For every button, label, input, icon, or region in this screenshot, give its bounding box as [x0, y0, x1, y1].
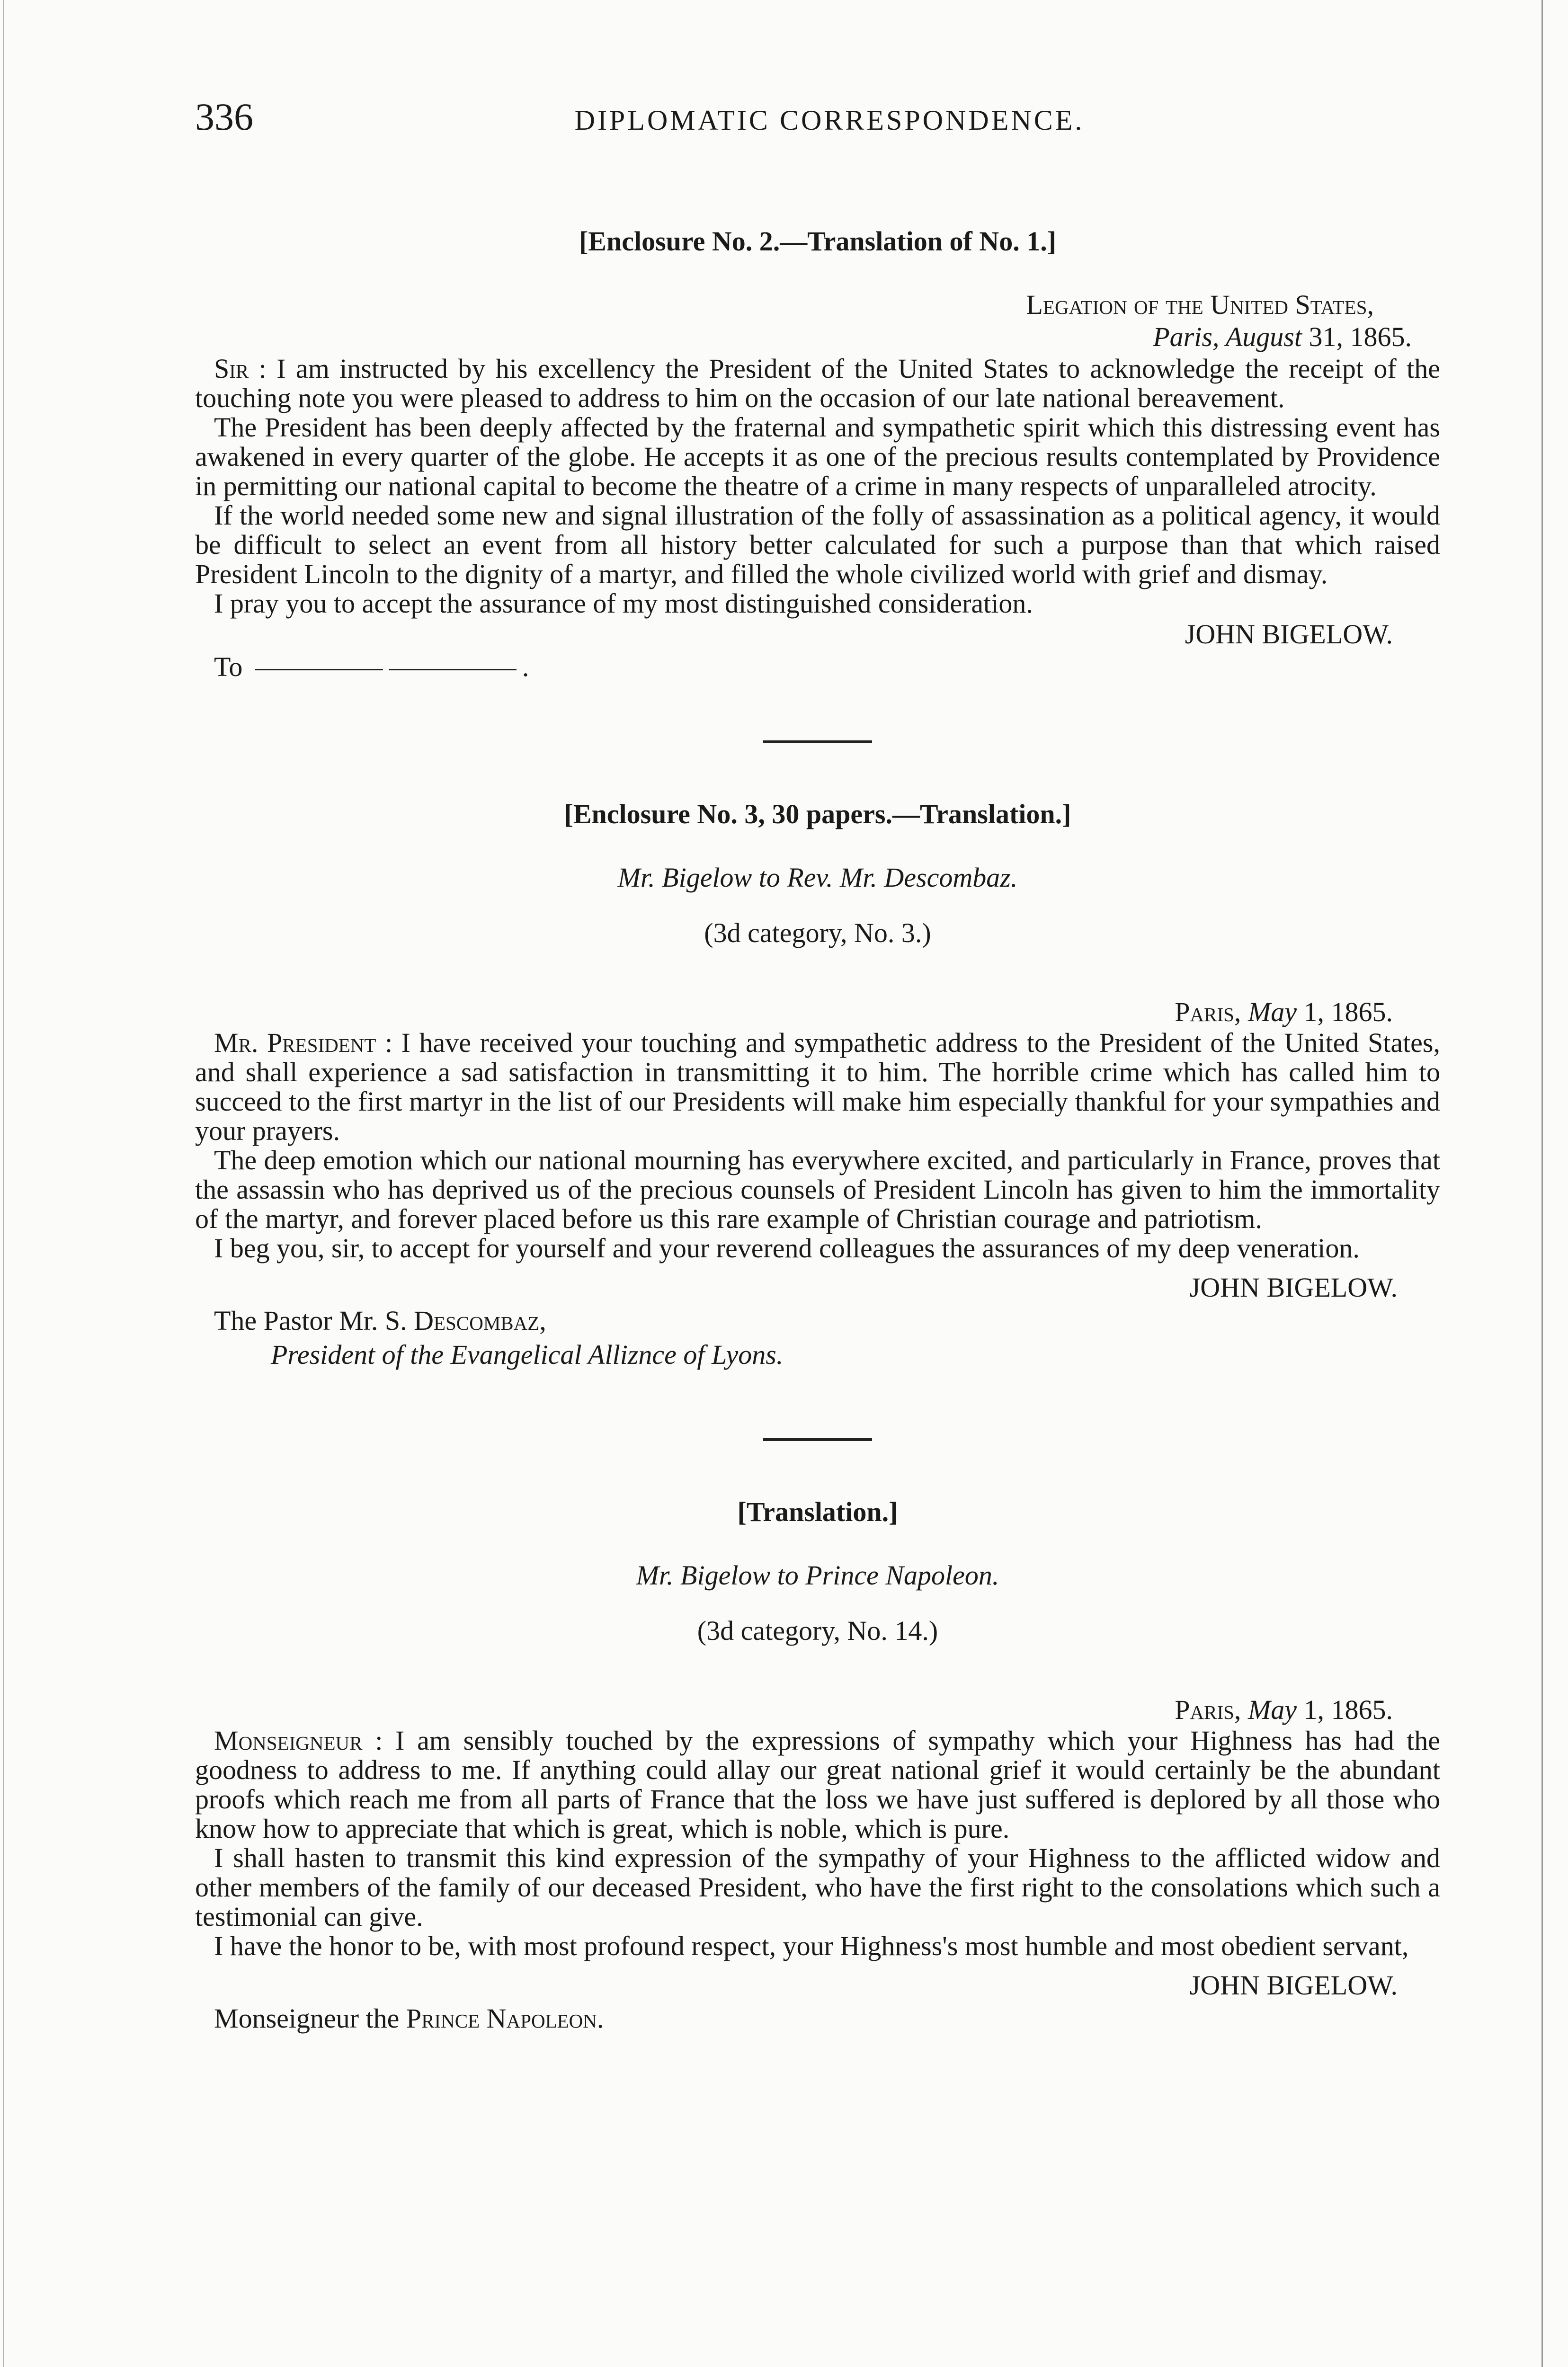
letter-paragraph: If the world needed some new and signal illustration of the folly of assassination as a political agency, it would be difficult to select an event from all history better calculated for such a purpose than that which raised President Lincoln to the dignity of a martyr, and filled the whole civilized world with grief and dismay.: [195, 500, 1440, 589]
blank-line: [389, 669, 517, 670]
letter-header: [195, 289, 1440, 353]
signature: JOHN BIGELOW.: [1189, 1970, 1398, 2001]
date-rest: 1, 1865.: [1297, 997, 1393, 1027]
to-end: .: [522, 651, 529, 682]
place-date-line: [195, 321, 1440, 353]
place-text: Paris,: [1175, 997, 1248, 1027]
page-number: 336: [195, 95, 253, 138]
date-month: May: [1247, 997, 1297, 1027]
napoleon-letter: [195, 1493, 1440, 2036]
letter-paragraph: I beg you, sir, to accept for yourself and your reverend colleagues the assurances of my deep veneration.: [214, 1233, 1360, 1264]
page-left-edge: [3, 0, 4, 2367]
paragraph-text: I am instructed by his excellency the President of the United States to acknowledge the receipt of the touching note you were pleased to address to him on the occasion of our late national bereavement.: [195, 353, 1440, 413]
running-title: DIPLOMATIC CORRESPONDENCE.: [574, 105, 1085, 136]
section-divider: [763, 1438, 872, 1441]
addressee-prefix: Monseigneur the: [214, 2003, 406, 2034]
enclosure-3-letter: [195, 795, 1440, 1372]
signature: JOHN BIGELOW.: [1189, 1272, 1398, 1303]
letter-paragraph: I shall hasten to transmit this kind expression of the sympathy of your Highness to the afflicted widow and other members of the family of our deceased President, who have the first right to the consolations which such a testimonial can give.: [195, 1842, 1440, 1932]
paragraph-text: I have received your touching and sympathetic address to the President of the United States, and shall experience a sad satisfaction in transmitting it to him. The horrible crime which has called him to succeed to the first martyr in the list of our Presidents will make him especially thankful for your sympathies and your prayers.: [195, 1027, 1440, 1146]
addressee: [195, 1304, 1440, 1338]
sender-line: Legation of the United States,: [1026, 289, 1374, 320]
addressee: [195, 2002, 1440, 2036]
enclosure-3-heading: [Enclosure No. 3, 30 papers.—Translation.]: [564, 799, 1071, 829]
letter-category: (3d category, No. 3.): [704, 917, 931, 948]
addressee-role: President of the Evangelical Alliznce of Lyons.: [271, 1339, 784, 1370]
place-date-line: [195, 996, 1440, 1028]
blank-line: [255, 669, 383, 670]
date-month: May: [1247, 1694, 1297, 1725]
place-text: Paris,: [1153, 321, 1226, 352]
addressee-prefix: The Pastor Mr. S.: [214, 1305, 414, 1336]
salutation: Mr. President :: [214, 1027, 393, 1058]
salutation: Sir :: [214, 353, 267, 384]
letter-paragraph: The President has been deeply affected by the fraternal and sympathetic spirit which this distressing event has awakened in every quarter of the globe. He accepts it as one of the precious results contemplated by Providence in permitting our national capital to become the theatre of a crime in many respects of unparalleled atrocity.: [195, 412, 1440, 501]
page-content: [195, 222, 1440, 2036]
to-label: To: [214, 651, 243, 682]
addressee-name: Prince Napoleon.: [406, 2003, 604, 2034]
date-month: August: [1225, 321, 1302, 352]
letter-paragraph: [195, 1028, 1440, 1146]
signature: JOHN BIGELOW.: [1185, 619, 1393, 650]
letter-paragraph: [195, 1726, 1440, 1843]
translation-heading: [Translation.]: [737, 1496, 898, 1527]
recipient-line: [195, 650, 1440, 684]
place-date-line: [195, 1694, 1440, 1726]
letter-paragraph: I pray you to accept the assurance of my most distinguished consideration.: [214, 588, 1033, 619]
paragraph-text: I am sensibly touched by the expressions of sympathy which your Highness has had the goodness to address to me. If anything could allay our great national grief it would certainly be the abundant proofs which reach me from all parts of France that the loss we have just suffered is deplored by all those who know how to appreciate that which is great, which is noble, which is pure.: [195, 1725, 1441, 1844]
letter-paragraph: [195, 354, 1440, 413]
section-divider: [763, 740, 872, 743]
page-header: [195, 95, 1445, 166]
enclosure-2-letter: [195, 222, 1440, 684]
place-text: Paris,: [1175, 1694, 1248, 1725]
date-rest: 1, 1865.: [1297, 1694, 1393, 1725]
letter-paragraph: I have the honor to be, with most profound respect, your Highness's most humble and most obedient servant,: [214, 1931, 1409, 1961]
enclosure-2-heading: [Enclosure No. 2.—Translation of No. 1.]: [579, 226, 1057, 257]
date-rest: 31, 1865.: [1302, 321, 1412, 352]
letter-byline: Mr. Bigelow to Prince Napoleon.: [636, 1560, 999, 1591]
letter-category: (3d category, No. 14.): [697, 1615, 938, 1646]
letter-byline: Mr. Bigelow to Rev. Mr. Descombaz.: [617, 862, 1018, 893]
addressee-name: Descombaz,: [414, 1305, 546, 1336]
letter-paragraph: The deep emotion which our national mourning has everywhere excited, and particularly in France, proves that the assassin who has deprived us of the precious counsels of President Lincoln has given to him the immortality of the martyr, and forever placed before us this rare example of Christian courage and patriotism.: [195, 1145, 1440, 1234]
page-right-edge: [1541, 0, 1543, 2367]
salutation: Monseigneur :: [214, 1725, 383, 1756]
